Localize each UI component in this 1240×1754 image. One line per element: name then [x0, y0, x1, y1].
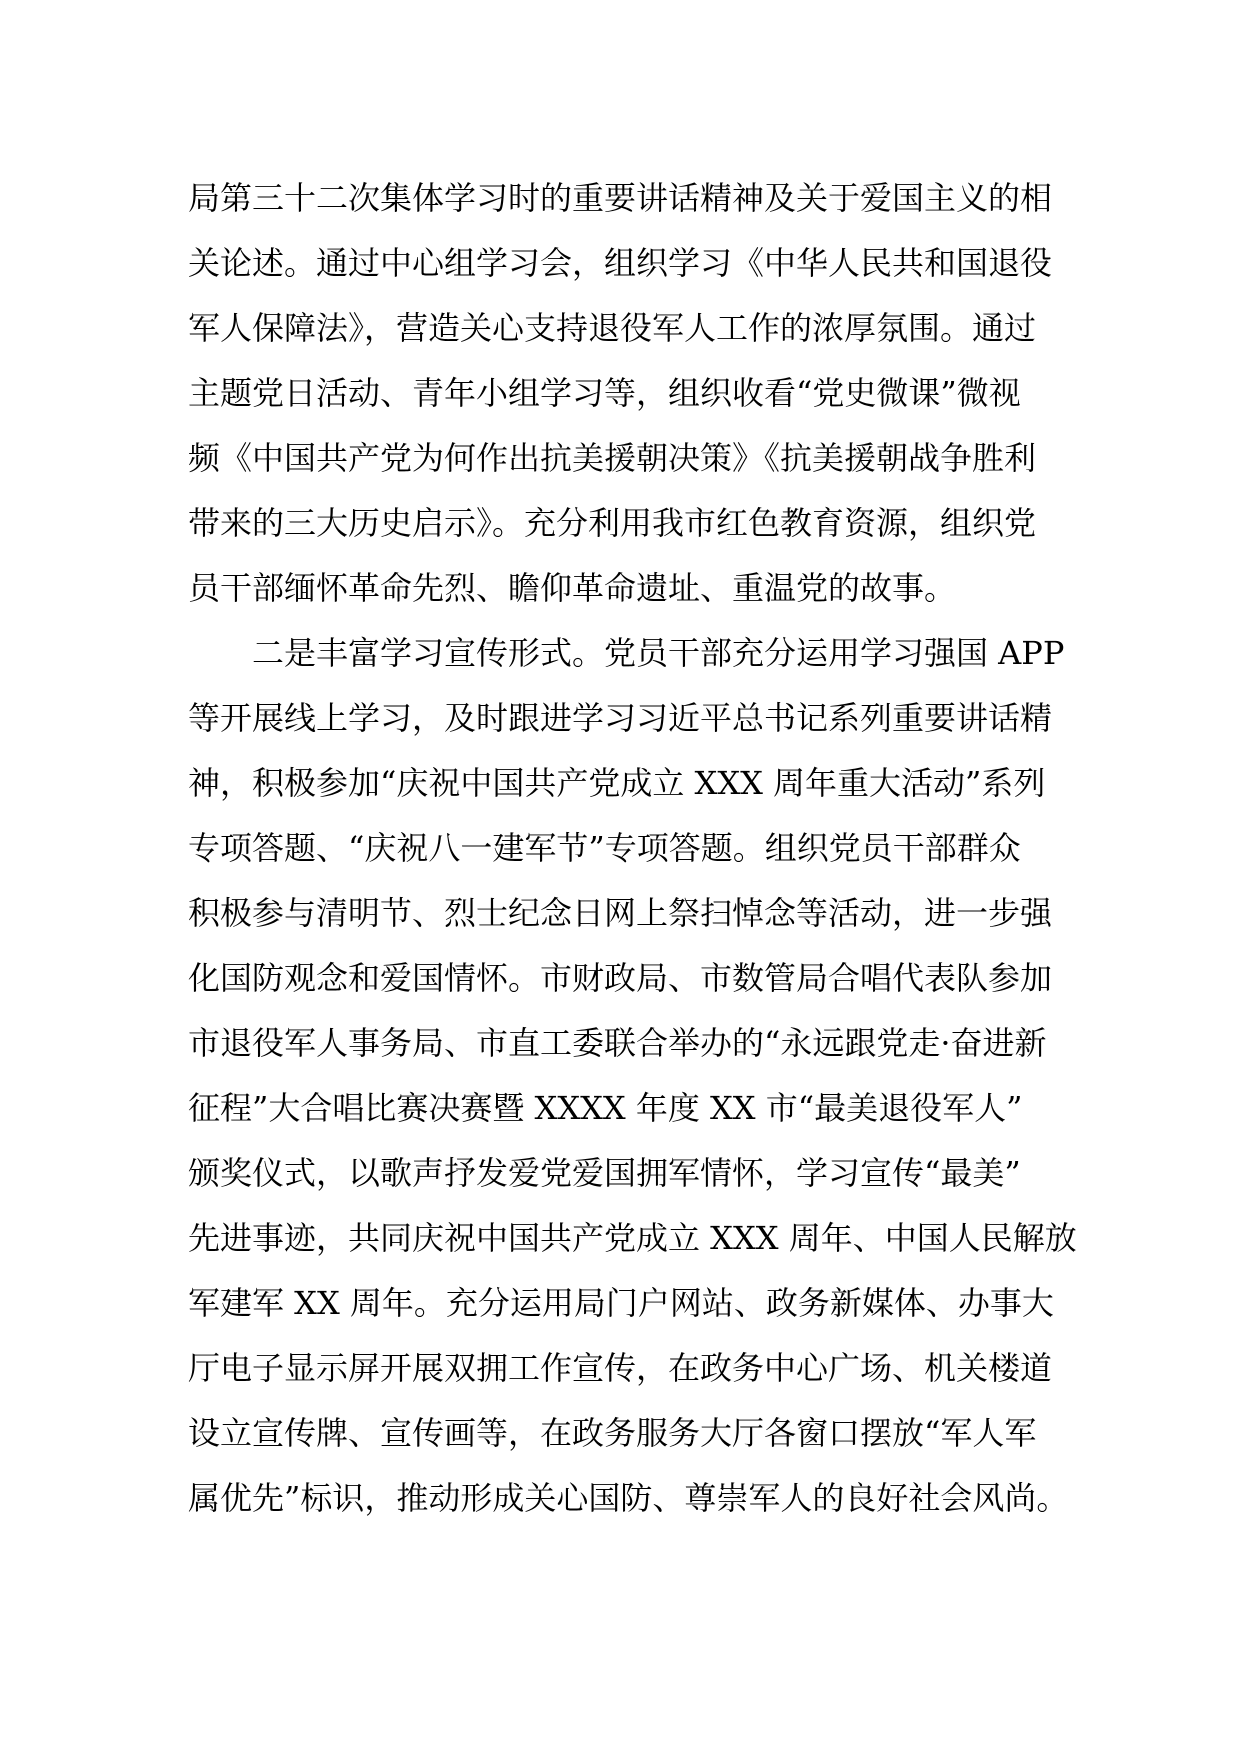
text-line: 设立宣传牌、宣传画等，在政务服务大厅各窗口摆放“军人军	[188, 1414, 1037, 1452]
text-line: 神，积极参加“庆祝中国共产党成立 XXX 周年重大活动”系列	[188, 764, 1046, 802]
text-line: 带来的三大历史启示》。充分利用我市红色教育资源，组织党	[188, 504, 1037, 542]
text-line: 员干部缅怀革命先烈、瞻仰革命遗址、重温党的故事。	[188, 569, 957, 607]
text-line: 关论述。通过中心组学习会，组织学习《中华人民共和国退役	[188, 244, 1053, 282]
text-line: 军建军 XX 周年。充分运用局门户网站、政务新媒体、办事大	[188, 1284, 1054, 1322]
text-line: 征程”大合唱比赛决赛暨 XXXX 年度 XX 市“最美退役军人”	[188, 1089, 1023, 1127]
text-line: 市退役军人事务局、市直工委联合举办的“永远跟党走·奋进新	[188, 1024, 1047, 1062]
text-line: 军人保障法》，营造关心支持退役军人工作的浓厚氛围。通过	[188, 309, 1037, 347]
text-line: 厅电子显示屏开展双拥工作宣传，在政务中心广场、机关楼道	[188, 1349, 1053, 1387]
text-line: 主题党日活动、青年小组学习等，组织收看“党史微课”微视	[188, 374, 1021, 412]
text-line: 属优先”标识，推动形成关心国防、尊崇军人的良好社会风尚。	[188, 1479, 1069, 1517]
text-line: 先进事迹，共同庆祝中国共产党成立 XXX 周年、中国人民解放	[188, 1219, 1077, 1257]
body-text	[188, 166, 1077, 1531]
paragraph-start-line: 二是丰富学习宣传形式。党员干部充分运用学习强国 APP	[252, 634, 1065, 672]
text-line: 局第三十二次集体学习时的重要讲话精神及关于爱国主义的相	[188, 179, 1053, 217]
text-line: 颁奖仪式，以歌声抒发爱党爱国拥军情怀，学习宣传“最美”	[188, 1154, 1021, 1192]
text-line: 频《中国共产党为何作出抗美援朝决策》《抗美援朝战争胜利	[188, 439, 1037, 477]
text-line: 化国防观念和爱国情怀。市财政局、市数管局合唱代表队参加	[188, 959, 1053, 997]
text-line: 等开展线上学习，及时跟进学习习近平总书记系列重要讲话精	[188, 699, 1053, 737]
text-line: 专项答题、“庆祝八一建军节”专项答题。组织党员干部群众	[188, 829, 1021, 867]
text-line: 积极参与清明节、烈士纪念日网上祭扫悼念等活动，进一步强	[188, 894, 1053, 932]
